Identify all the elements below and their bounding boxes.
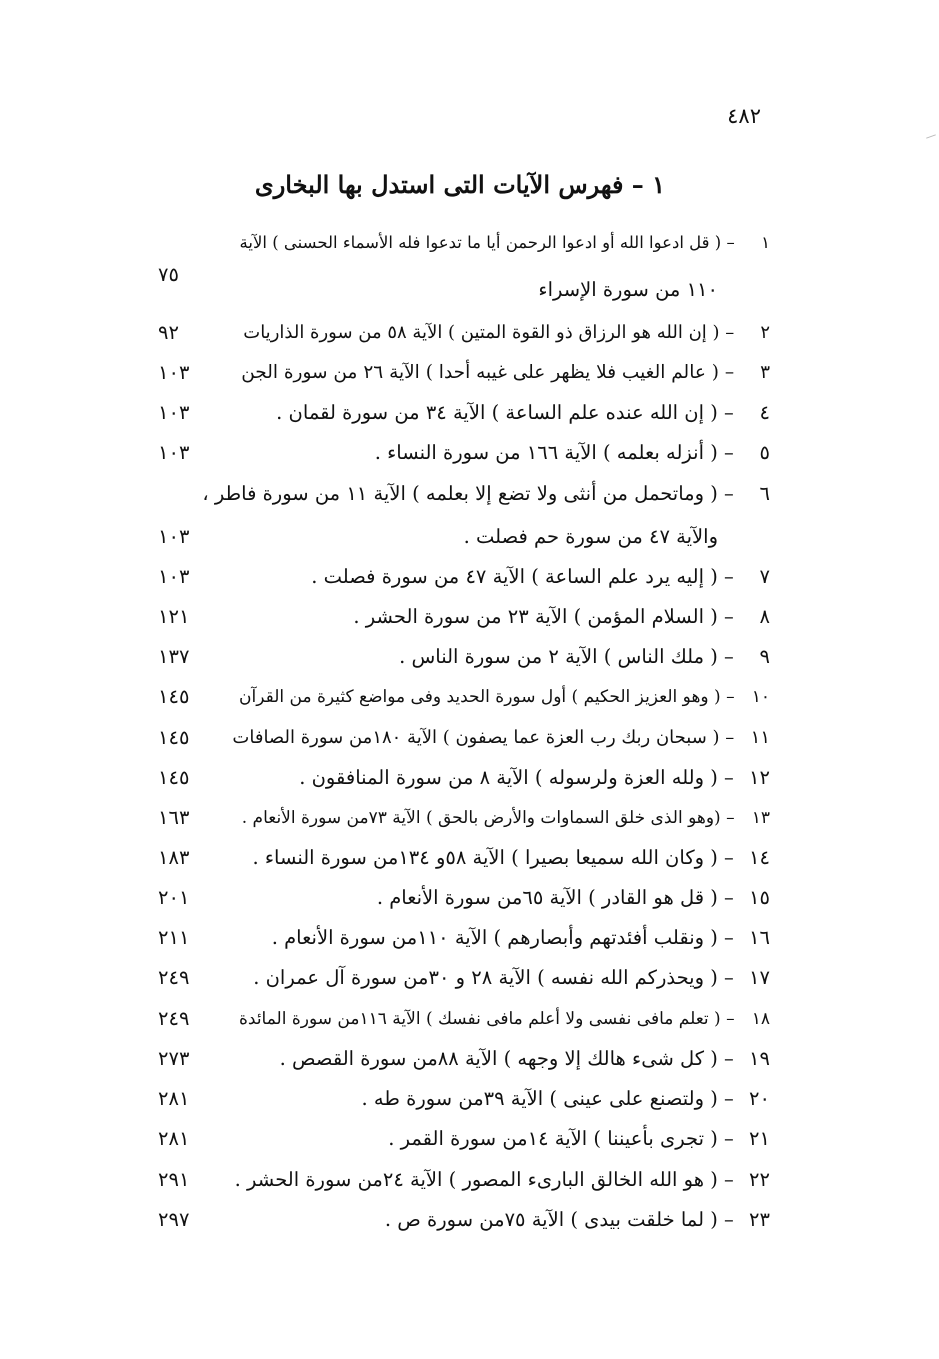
entry-text xyxy=(299,758,770,798)
entry-verse: ( قل ادعوا الله أو ادعوا الرحمن أيا ما تدعوا فله الأسماء الحسنى ) الآية xyxy=(239,233,722,252)
entry-text xyxy=(235,1160,770,1200)
entry-dash: – xyxy=(717,966,740,989)
entry-text xyxy=(362,1079,770,1119)
entry-continuation-text: ١١٠ من سورة الإسراء xyxy=(538,278,718,301)
index-entry xyxy=(150,718,770,758)
entry-text xyxy=(311,557,770,597)
index-entry xyxy=(150,474,770,514)
entry-verse: ( إليه يرد علم الساعة ) الآية ٤٧ من سورة فصلت . xyxy=(311,565,718,588)
entry-page-number: ٢٩١ xyxy=(158,1168,190,1191)
page-number: ٤٨٢ xyxy=(727,104,761,128)
entry-number: ٢٠ xyxy=(749,1087,770,1110)
entry-number: ٢٣ xyxy=(749,1208,770,1231)
entry-dash: – xyxy=(717,886,740,909)
entry-verse: ( ويحذركم الله نفسه ) الآية ٢٨ و ٣٠من سورة آل عمران . xyxy=(253,966,718,989)
entry-continuation-text: والآية ٤٧ من سورة حم فصلت . xyxy=(463,525,718,548)
entry-page-number: ١٤٥ xyxy=(158,685,190,708)
entry-verse: ( تجرى بأعيننا ) الآية ١٤من سورة القمر . xyxy=(388,1127,718,1150)
index-entry xyxy=(150,999,770,1039)
entry-dash: – xyxy=(717,645,740,668)
entry-page-number: ١٠٣ xyxy=(158,565,190,588)
entry-dash: – xyxy=(719,727,740,748)
entry-dash: – xyxy=(717,565,740,588)
entry-page-number: ١٦٣ xyxy=(158,806,190,829)
index-entry xyxy=(150,1200,770,1240)
entry-page-number: ٢٩٧ xyxy=(158,1208,190,1231)
entry-verse: ( قل هو القادر ) الآية ٦٥من سورة الأنعام . xyxy=(376,886,718,909)
entry-number: ١٧ xyxy=(749,966,770,989)
entry-number: ٩ xyxy=(759,645,770,668)
entry-dash: – xyxy=(717,926,740,949)
entry-number: ١٩ xyxy=(749,1047,770,1070)
entry-dash: – xyxy=(717,1047,740,1070)
entry-verse: ( تعلم مافى نفسى ولا أعلم مافى نفسك ) الآية ١١٦من سورة المائدة xyxy=(238,1009,721,1029)
index-entry xyxy=(150,1160,770,1200)
entry-dash: – xyxy=(717,766,740,789)
entry-number: ١٤ xyxy=(749,846,770,869)
entry-dash: – xyxy=(717,441,740,464)
entry-number: ٢٢ xyxy=(749,1168,770,1191)
entry-page-number: ٢٠١ xyxy=(158,886,190,909)
entry-page-number: ٢٤٩ xyxy=(158,966,190,989)
entry-number: ٦ xyxy=(759,482,770,505)
index-entry xyxy=(150,313,770,353)
entry-number: ١٣ xyxy=(751,808,770,828)
entry-dash: – xyxy=(717,401,740,424)
entry-text xyxy=(252,838,770,878)
index-entry xyxy=(150,557,770,597)
entry-verse: ( وماتحمل من أنثى ولا تضع إلا بعلمه ) الآية ١١ من سورة فاطر ، xyxy=(202,482,718,505)
entry-number: ٣ xyxy=(760,362,770,383)
index-entry xyxy=(150,637,770,677)
index-entry xyxy=(150,758,770,798)
entry-verse: (وهو الذى خلق السماوات والأرض بالحق ) الآية ٧٣من سورة الأنعام . xyxy=(241,808,721,828)
entry-number: ١٦ xyxy=(749,926,770,949)
entry-dash: – xyxy=(717,1087,740,1110)
index-entry xyxy=(150,353,770,393)
entry-verse: ( لما خلقت بيدى ) الآية ٧٥من سورة ص . xyxy=(384,1208,718,1231)
index-entry xyxy=(150,958,770,998)
entry-page-number: ١٤٥ xyxy=(158,766,190,789)
index-entry xyxy=(150,838,770,878)
index-entry xyxy=(150,918,770,958)
entry-text xyxy=(202,474,770,514)
entry-text xyxy=(385,1200,770,1240)
entry-number: ٨ xyxy=(759,605,770,628)
entry-text xyxy=(239,999,770,1039)
entry-text xyxy=(276,393,770,433)
entry-verse: ( سبحان ربك رب العزة عما يصفون ) الآية ١٨٠من سورة الصافات xyxy=(232,727,720,748)
entry-text xyxy=(377,878,770,918)
index-entry xyxy=(150,433,770,473)
entry-text xyxy=(280,1039,770,1079)
entry-number: ١٠ xyxy=(751,687,770,707)
entry-page-number: ٢٨١ xyxy=(158,1127,190,1150)
entry-page-number: ٢١١ xyxy=(158,926,190,949)
entry-verse: ( أنزله بعلمه ) الآية ١٦٦ من سورة النساء . xyxy=(374,441,718,464)
entry-dash: – xyxy=(717,1168,740,1191)
index-entry xyxy=(150,798,770,838)
entry-verse: ( عالم الغيب فلا يظهر على غيبه أحدا ) الآية ٢٦ من سورة الجن xyxy=(241,362,719,383)
entry-verse: ( كل شىء هالك إلا وجهه ) الآية ٨٨من سورة القصص . xyxy=(279,1047,718,1070)
entry-dash: – xyxy=(717,1208,740,1231)
entry-page-number: ٧٥ xyxy=(158,263,179,286)
entry-page-number: ١٠٣ xyxy=(158,361,190,384)
index-entry xyxy=(150,677,770,717)
entry-page-number: ٢٧٣ xyxy=(158,1047,190,1070)
entry-verse: ( إن الله عنده علم الساعة ) الآية ٣٤ من سورة لقمان . xyxy=(276,401,718,424)
entry-number: ١ xyxy=(761,233,770,252)
entry-number: ٢ xyxy=(760,322,770,343)
entry-text xyxy=(272,918,770,958)
index-entry xyxy=(150,597,770,637)
entry-dash: – xyxy=(719,322,740,343)
entry-dash: – xyxy=(717,605,740,628)
index-entry xyxy=(150,1119,770,1159)
entry-text xyxy=(240,223,770,263)
index-entry xyxy=(150,393,770,433)
entry-number: ١٢ xyxy=(749,766,770,789)
entry-text xyxy=(353,597,770,637)
entry-number: ٢١ xyxy=(749,1127,770,1150)
entry-verse: ( إن الله هو الرزاق ذو القوة المتين ) الآية ٥٨ من سورة الذاريات xyxy=(243,322,720,343)
entry-verse: ( السلام المؤمن ) الآية ٢٣ من سورة الحشر . xyxy=(353,605,718,628)
entry-number: ٧ xyxy=(759,565,770,588)
page-edge-mark xyxy=(926,134,936,138)
entry-verse: ( ولتصنع على عينى ) الآية ٣٩من سورة طه . xyxy=(361,1087,718,1110)
entry-dash: – xyxy=(718,362,740,383)
entry-number: ٥ xyxy=(759,441,770,464)
entry-verse: ( ونقلب أفئدتهم وأبصارهم ) الآية ١١٠من سورة الأنعام . xyxy=(271,926,718,949)
entry-number: ١٨ xyxy=(751,1009,770,1029)
entry-dash: – xyxy=(717,1127,740,1150)
entry-text xyxy=(239,677,770,717)
index-entry-continuation xyxy=(150,517,770,557)
entry-page-number: ٢٤٩ xyxy=(158,1007,190,1030)
entry-dash: – xyxy=(720,1009,740,1029)
entry-page-number: ١٠٣ xyxy=(158,525,190,548)
index-entry xyxy=(150,878,770,918)
entry-dash: – xyxy=(717,482,740,505)
entry-number: ١٥ xyxy=(749,886,770,909)
entry-text xyxy=(243,313,770,353)
entry-page-number: ١٨٣ xyxy=(158,846,190,869)
index-entry xyxy=(150,223,770,286)
entry-dash: – xyxy=(720,687,740,707)
entry-text xyxy=(241,353,770,393)
entry-text xyxy=(253,958,770,998)
entry-verse: ( ملك الناس ) الآية ٢ من سورة الناس . xyxy=(399,645,718,668)
index-heading: ١ – فهرس الآيات التى استدل بها البخارى xyxy=(254,170,666,199)
entry-number: ٤ xyxy=(759,401,770,424)
entry-page-number: ١٠٣ xyxy=(158,441,190,464)
entry-dash: – xyxy=(720,808,740,828)
entry-text xyxy=(375,433,770,473)
entry-page-number: ١٢١ xyxy=(158,605,190,628)
entry-verse: ( هو الله الخالق البارىء المصور ) الآية ٢٤من سورة الحشر . xyxy=(234,1168,718,1191)
entry-text xyxy=(232,718,770,758)
index-entry-continuation xyxy=(150,270,770,310)
entry-verse: ( وهو العزيز الحكيم ) أول سورة الحديد وفى مواضع كثيرة من القرآن xyxy=(239,687,721,707)
entry-number: ١١ xyxy=(750,727,770,748)
entry-dash: – xyxy=(721,233,740,252)
entry-verse: ( ولله العزة ولرسوله ) الآية ٨ من سورة المنافقون . xyxy=(299,766,718,789)
entry-page-number: ١٠٣ xyxy=(158,401,190,424)
entry-page-number: ١٣٧ xyxy=(158,645,190,668)
entry-page-number: ٩٢ xyxy=(158,321,179,344)
entry-text xyxy=(399,637,770,677)
entry-text xyxy=(388,1119,770,1159)
entry-page-number: ١٤٥ xyxy=(158,726,190,749)
entry-page-number: ٢٨١ xyxy=(158,1087,190,1110)
entry-verse: ( وكان الله سميعا بصيرا ) الآية ٥٨و ١٣٤من سورة النساء . xyxy=(252,846,718,869)
index-entry xyxy=(150,1039,770,1079)
entry-dash: – xyxy=(717,846,740,869)
index-entry xyxy=(150,1079,770,1119)
entry-text xyxy=(242,798,770,838)
